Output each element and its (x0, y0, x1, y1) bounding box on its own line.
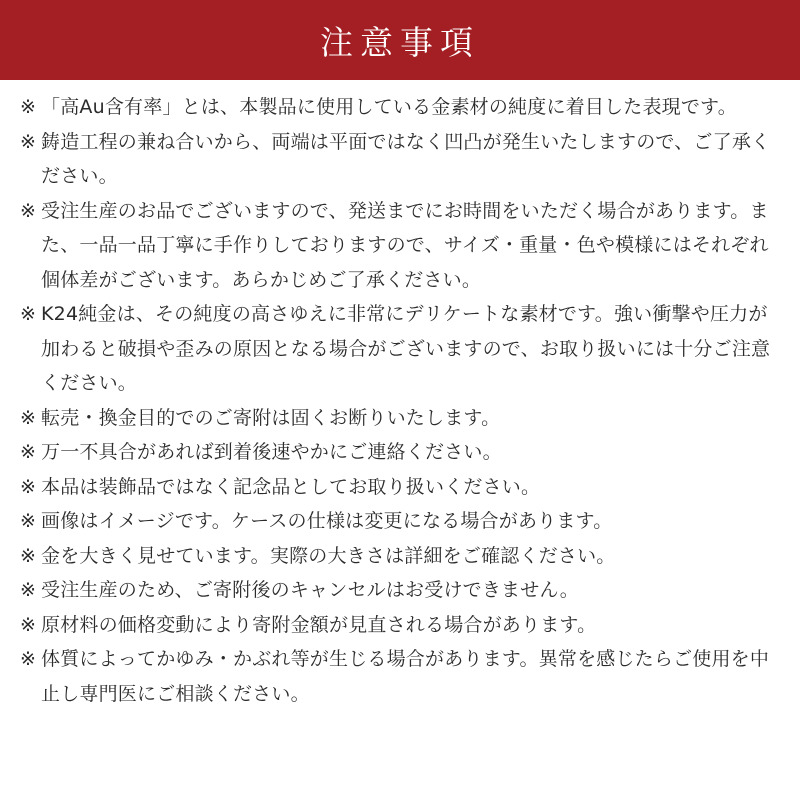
reference-mark: ※ (20, 579, 37, 601)
reference-mark: ※ (20, 648, 37, 670)
notice-item (0, 401, 800, 436)
notice-item (0, 90, 800, 125)
notice-item (0, 642, 800, 711)
reference-mark: ※ (20, 199, 37, 222)
notice-item (0, 573, 800, 608)
notice-item (0, 539, 800, 574)
notice-text: 「高Au含有率」とは、本製品に使用している金素材の純度に着目した表現です。 (41, 96, 737, 118)
reference-mark: ※ (20, 406, 37, 429)
notice-text: 受注生産のお品でございますので、発送までにお時間をいただく場合があります。また、一品一品丁寧に手作りしておりますので、サイズ・重量・色や模様にはそれぞれ個体差がございます。あらかじめご了承ください。 (41, 199, 769, 291)
reference-mark: ※ (20, 303, 37, 325)
reference-mark: ※ (20, 510, 37, 532)
notice-text: 受注生産のため、ご寄附後のキャンセルはお受けできません。 (41, 579, 579, 601)
notice-text: 鋳造工程の兼ね合いから、両端は平面ではなく凹凸が発生いたしますので、ご了承ください。 (41, 130, 771, 187)
notice-item (0, 297, 800, 401)
reference-mark: ※ (20, 475, 37, 498)
notice-item (0, 470, 800, 505)
notice-text: 転売・換金目的でのご寄附は固くお断りいたします。 (41, 406, 501, 429)
reference-mark: ※ (20, 96, 37, 118)
notice-item (0, 194, 800, 298)
reference-mark: ※ (20, 613, 37, 636)
notice-item (0, 435, 800, 470)
reference-mark: ※ (20, 130, 37, 153)
notice-text: 原材料の価格変動により寄附金額が見直される場合があります。 (41, 613, 597, 636)
reference-mark: ※ (20, 441, 37, 463)
notice-header (0, 0, 800, 80)
notice-text: K24純金は、その純度の高さゆえに非常にデリケートな素材です。強い衝撃や圧力が加わると破損や歪みの原因となる場合がございますので、お取り扱いには十分ご注意ください。 (41, 303, 771, 394)
notice-item (0, 504, 800, 539)
notice-text: 本品は装飾品ではなく記念品としてお取り扱いください。 (41, 475, 541, 498)
reference-mark: ※ (20, 544, 37, 567)
notice-text: 体質によってかゆみ・かぶれ等が生じる場合があります。異常を感じたらご使用を中止し専門医にご相談ください。 (41, 648, 770, 705)
notice-list (0, 90, 800, 711)
notice-item (0, 608, 800, 643)
page-title: 注意事項 (320, 22, 480, 62)
notice-text: 画像はイメージです。ケースの仕様は変更になる場合があります。 (41, 510, 613, 532)
notice-text: 万一不具合があれば到着後速やかにご連絡ください。 (41, 441, 502, 463)
notice-item (0, 125, 800, 194)
notice-text: 金を大きく見せています。実際の大きさは詳細をご確認ください。 (41, 544, 616, 567)
